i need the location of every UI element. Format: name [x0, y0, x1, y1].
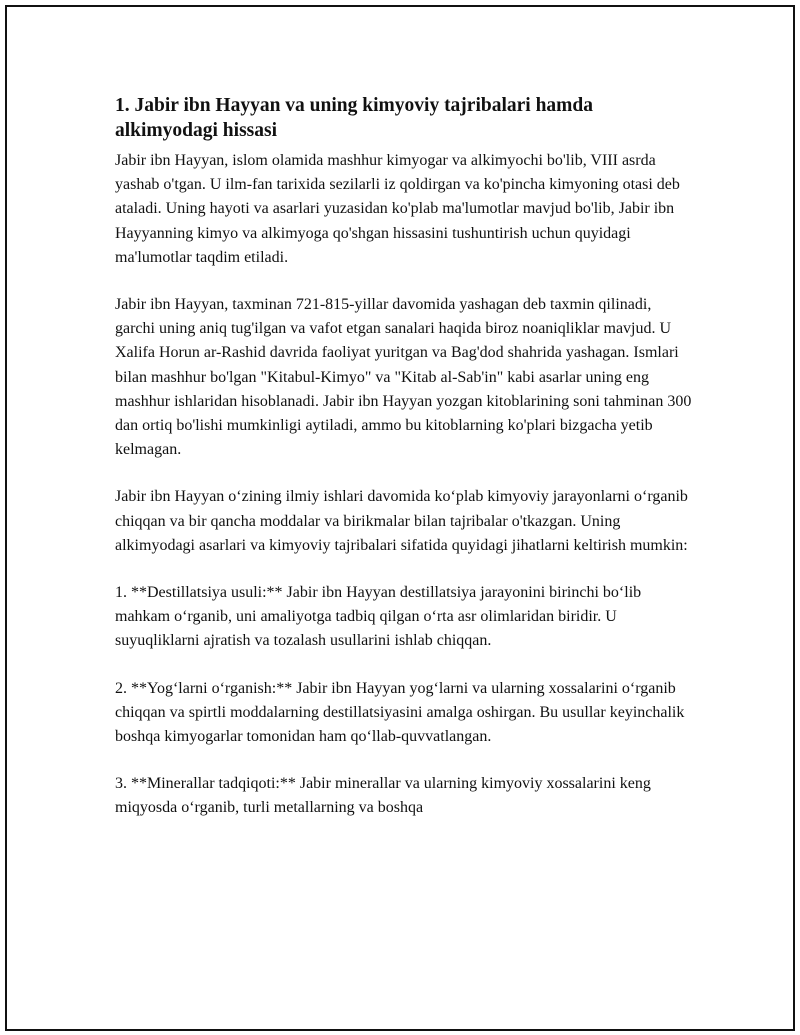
list-item-minerals: 3. **Minerallar tadqiqoti:** Jabir minerallar va ularning kimyoviy xossalarini keng miqyosda o‘rganib, turli metallarning va boshqa [115, 775, 651, 817]
paragraph-experiments: Jabir ibn Hayyan o‘zining ilmiy ishlari davomida ko‘plab kimyoviy jarayonlarni o‘rganib chiqqan va bir qancha moddalar va birikmalar bilan tajribalar o'tkazgan. Uning alkimyodagi asarlari va kimyoviy tajribalari sifatida quyidagi jihatlarni keltirish mumkin: [115, 488, 688, 554]
paragraph-intro: Jabir ibn Hayyan, islom olamida mashhur kimyogar va alkimyochi bo'lib, VIII asrda yashab o'tgan. U ilm-fan tarixida sezilarli iz qoldirgan va ko'pincha kimyoning otasi deb ataladi. Uning hayoti va asarlari yuzasidan ko'plab ma'lumotlar mavjud bo'lib, Jabir ibn Hayyanning kimyo va alkimyoga qo'shgan hissasini tushuntirish uchun quyidagi ma'lumotlar taqdim etiladi. [115, 152, 680, 266]
list-item-oils: 2. **Yog‘larni o‘rganish:** Jabir ibn Hayyan yog‘larni va ularning xossalarini o‘rganib chiqqan va spirtli moddalarning destillatsiyasini amalga oshirgan. Bu usullar keyinchalik boshqa kimyogarlar tomonidan ham qo‘llab-quvvatlangan. [115, 679, 685, 746]
document-body [115, 93, 695, 844]
paragraph-biography: Jabir ibn Hayyan, taxminan 721-815-yillar davomida yashagan deb taxmin qilinadi, garchi uning aniq tug'ilgan va vafot etgan sanalari haqida biroz noaniqliklar mavjud. U Xalifa Horun ar-Rashid davrida faoliyat yuritgan va Bag'dod shahrida yashagan. Ismlari bilan mashhur bo'lgan "Kitabul-Kimyo" va "Kitab al-Sab'in" kabi asarlar uning eng mashhur ishlaridan hisoblanadi. Jabir ibn Hayyan yozgan kitoblarining soni tahminan 300 dan ortiq bo'lishi mumkinligi aytiladi, ammo bu kitoblarning ko'plari bizgacha yetib kelmagan. [115, 296, 692, 459]
section-heading: 1. Jabir ibn Hayyan va uning kimyoviy tajribalari hamda alkimyodagi hissasi [115, 95, 594, 141]
list-item-distillation: 1. **Destillatsiya usuli:** Jabir ibn Hayyan destillatsiya jarayonini birinchi bo‘lib mahkam o‘rganib, uni amaliyotga tadbiq qilgan o‘rta asr olimlaridan biridir. U suyuqliklarni ajratish va tozalash usullarini ishlab chiqqan. [115, 584, 642, 650]
